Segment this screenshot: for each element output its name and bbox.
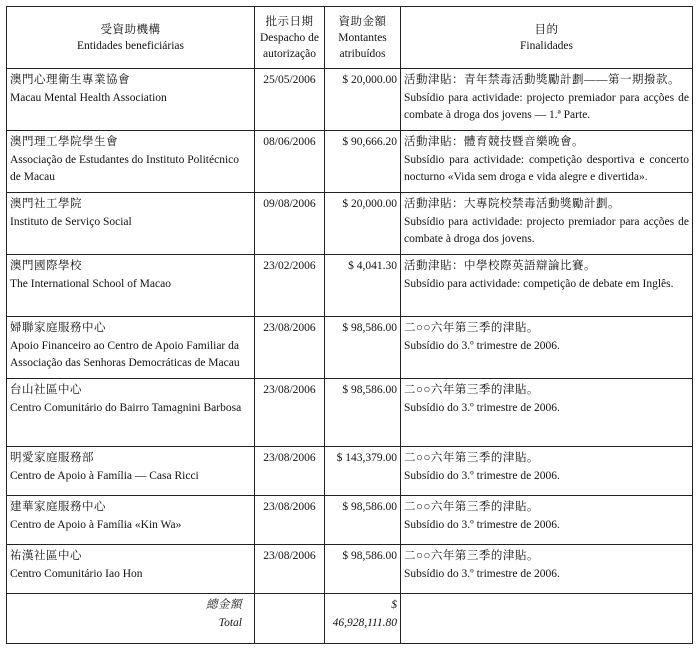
amount-cell: $ 143,379.00 [325, 447, 401, 496]
purpose-cell: 活動津貼：青年禁毒活動獎勵計劃——第一期撥款。 Subsídio para actividade: projecto premiador para acções de combate à droga dos jovens — 1.ª Parte. [401, 69, 693, 131]
entity-cell: 建華家庭服務中心 Centro de Apoio à Família «Kin Wa» [7, 496, 255, 545]
header-row [7, 7, 693, 69]
subsidy-table [6, 6, 693, 644]
header-purpose: 目的 Finalidades [401, 7, 693, 69]
amount-cell: $ 98,586.00 [325, 317, 401, 379]
table-row [7, 255, 693, 317]
amount-cell: $ 98,586.00 [325, 496, 401, 545]
header-entity: 受資助機構 Entidades beneficiárias [7, 7, 255, 69]
date-cell: 23/08/2006 [255, 447, 325, 496]
table-row [7, 193, 693, 255]
entity-cell: 澳門心理衛生專業協會 Macau Mental Health Association [7, 69, 255, 131]
total-amount-cell: $ 46,928,111.80 [325, 594, 401, 644]
table-row [7, 317, 693, 379]
entity-cell: 祐漢社區中心 Centro Comunitário Iao Hon [7, 545, 255, 594]
amount-cell: $ 98,586.00 [325, 379, 401, 447]
total-row [7, 594, 693, 644]
purpose-cell: 活動津貼：大專院校禁毒活動獎勵計劃。 Subsídio para actividade: projecto premiador para acções de combate à droga dos jovens. [401, 193, 693, 255]
date-cell: 09/08/2006 [255, 193, 325, 255]
date-cell: 08/06/2006 [255, 131, 325, 193]
entity-cell: 台山社區中心 Centro Comunitário do Bairro Tamagnini Barbosa [7, 379, 255, 447]
entity-cell: 明愛家庭服務部 Centro de Apoio à Família — Casa Ricci [7, 447, 255, 496]
date-cell: 23/08/2006 [255, 496, 325, 545]
amount-cell: $ 98,586.00 [325, 545, 401, 594]
table-row [7, 545, 693, 594]
entity-cell: 澳門理工學院學生會 Associação de Estudantes do Instituto Politécnico de Macau [7, 131, 255, 193]
date-cell: 23/08/2006 [255, 545, 325, 594]
entity-cell: 澳門社工學院 Instituto de Serviço Social [7, 193, 255, 255]
entity-cell: 婦聯家庭服務中心 Apoio Financeiro ao Centro de Apoio Familiar da Associação das Senhoras Democráticas de Macau [7, 317, 255, 379]
table-row [7, 496, 693, 545]
purpose-cell: 活動津貼：中學校際英語辯論比賽。 Subsídio para actividade: competição de debate em Inglês. [401, 255, 693, 317]
total-empty-cell [401, 594, 693, 644]
total-label-cell: 總金額 Total [7, 594, 255, 644]
entity-cell: 澳門國際學校 The International School of Macao [7, 255, 255, 317]
purpose-cell: 二○○六年第三季的津貼。 Subsídio do 3.º trimestre de 2006. [401, 379, 693, 447]
date-cell: 23/08/2006 [255, 317, 325, 379]
date-cell: 25/05/2006 [255, 69, 325, 131]
purpose-cell: 二○○六年第三季的津貼。 Subsídio do 3.º trimestre de 2006. [401, 496, 693, 545]
date-cell: 23/08/2006 [255, 379, 325, 447]
total-empty-cell [255, 594, 325, 644]
amount-cell: $ 4,041.30 [325, 255, 401, 317]
purpose-cell: 二○○六年第三季的津貼。 Subsídio do 3.º trimestre de 2006. [401, 545, 693, 594]
amount-cell: $ 20,000.00 [325, 69, 401, 131]
table-row [7, 69, 693, 131]
date-cell: 23/02/2006 [255, 255, 325, 317]
purpose-cell: 活動津貼：體育競技暨音樂晚會。 Subsídio para actividade: competição desportiva e concerto nocturno «Vida sem droga e vida alegre e divertida». [401, 131, 693, 193]
header-date: 批示日期 Despacho de autorização [255, 7, 325, 69]
purpose-cell: 二○○六年第三季的津貼。 Subsídio do 3.º trimestre de 2006. [401, 447, 693, 496]
header-amount: 資助金額 Montantes atribuídos [325, 7, 401, 69]
purpose-cell: 二○○六年第三季的津貼。 Subsídio do 3.º trimestre de 2006. [401, 317, 693, 379]
amount-cell: $ 20,000.00 [325, 193, 401, 255]
table-row [7, 131, 693, 193]
amount-cell: $ 90,666.20 [325, 131, 401, 193]
table-row [7, 379, 693, 447]
table-row [7, 447, 693, 496]
